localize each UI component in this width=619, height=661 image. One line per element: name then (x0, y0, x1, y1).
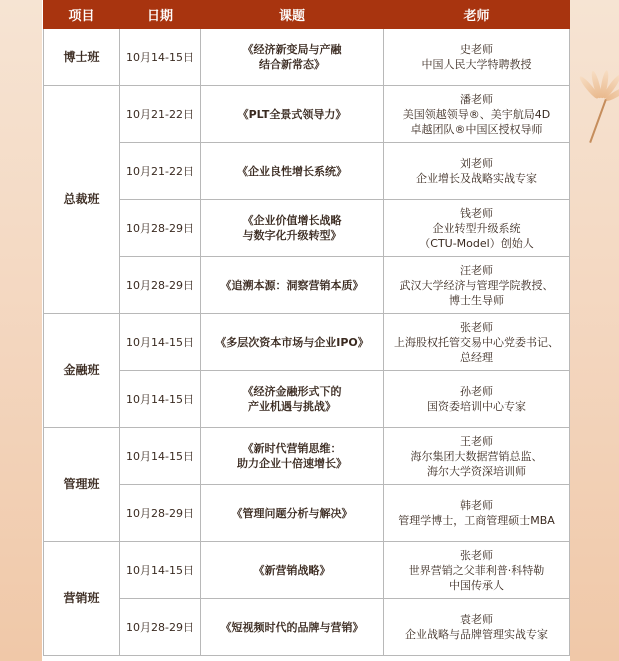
teacher-cell: 史老师 中国人民大学特聘教授 (384, 29, 570, 86)
schedule-panel (42, 0, 570, 661)
date-cell: 10月14-15日 (120, 428, 201, 485)
header-teacher: 老师 (384, 1, 570, 29)
table-row (44, 428, 570, 485)
table-header-row (44, 1, 570, 29)
date-cell: 10月28-29日 (120, 485, 201, 542)
teacher-cell: 韩老师 管理学博士，工商管理硕士MBA (384, 485, 570, 542)
table-row (44, 599, 570, 656)
table-row (44, 314, 570, 371)
table-row (44, 143, 570, 200)
table-row (44, 371, 570, 428)
topic-cell: 《PLT全景式领导力》 (201, 86, 384, 143)
teacher-cell: 钱老师 企业转型升级系统 （CTU-Model）创始人 (384, 200, 570, 257)
topic-cell: 《企业良性增长系统》 (201, 143, 384, 200)
date-cell: 10月14-15日 (120, 542, 201, 599)
teacher-cell: 孙老师 国资委培训中心专家 (384, 371, 570, 428)
program-cell: 管理班 (44, 428, 120, 542)
topic-cell: 《追溯本源：洞察营销本质》 (201, 257, 384, 314)
table-row (44, 86, 570, 143)
teacher-cell: 张老师 上海股权托管交易中心党委书记、 总经理 (384, 314, 570, 371)
leaf-decoration (567, 30, 619, 160)
date-cell: 10月14-15日 (120, 29, 201, 86)
teacher-cell: 袁老师 企业战略与品牌管理实战专家 (384, 599, 570, 656)
program-cell: 营销班 (44, 542, 120, 656)
header-topic: 课题 (201, 1, 384, 29)
table-row (44, 29, 570, 86)
program-cell: 金融班 (44, 314, 120, 428)
topic-cell: 《多层次资本市场与企业IPO》 (201, 314, 384, 371)
table-row (44, 542, 570, 599)
date-cell: 10月28-29日 (120, 599, 201, 656)
topic-cell: 《企业价值增长战略 与数字化升级转型》 (201, 200, 384, 257)
topic-cell: 《新营销战略》 (201, 542, 384, 599)
date-cell: 10月21-22日 (120, 86, 201, 143)
table-row (44, 257, 570, 314)
header-date: 日期 (120, 1, 201, 29)
topic-cell: 《经济金融形式下的 产业机遇与挑战》 (201, 371, 384, 428)
topic-cell: 《短视频时代的品牌与营销》 (201, 599, 384, 656)
date-cell: 10月14-15日 (120, 314, 201, 371)
program-cell: 博士班 (44, 29, 120, 86)
teacher-cell: 潘老师 美国领越领导®、美宇航局4D 卓越团队®中国区授权导师 (384, 86, 570, 143)
date-cell: 10月28-29日 (120, 257, 201, 314)
topic-cell: 《新时代营销思维： 助力企业十倍速增长》 (201, 428, 384, 485)
table-row (44, 200, 570, 257)
table-row (44, 485, 570, 542)
topic-cell: 《经济新变局与产融 结合新常态》 (201, 29, 384, 86)
teacher-cell: 汪老师 武汉大学经济与管理学院教授、 博士生导师 (384, 257, 570, 314)
date-cell: 10月14-15日 (120, 371, 201, 428)
teacher-cell: 张老师 世界营销之父菲利普·科特勒 中国传承人 (384, 542, 570, 599)
teacher-cell: 王老师 海尔集团大数据营销总监、 海尔大学资深培训师 (384, 428, 570, 485)
teacher-cell: 刘老师 企业增长及战略实战专家 (384, 143, 570, 200)
date-cell: 10月28-29日 (120, 200, 201, 257)
header-project: 项目 (44, 1, 120, 29)
date-cell: 10月21-22日 (120, 143, 201, 200)
course-schedule-table (43, 0, 570, 656)
program-cell: 总裁班 (44, 86, 120, 314)
topic-cell: 《管理问题分析与解决》 (201, 485, 384, 542)
